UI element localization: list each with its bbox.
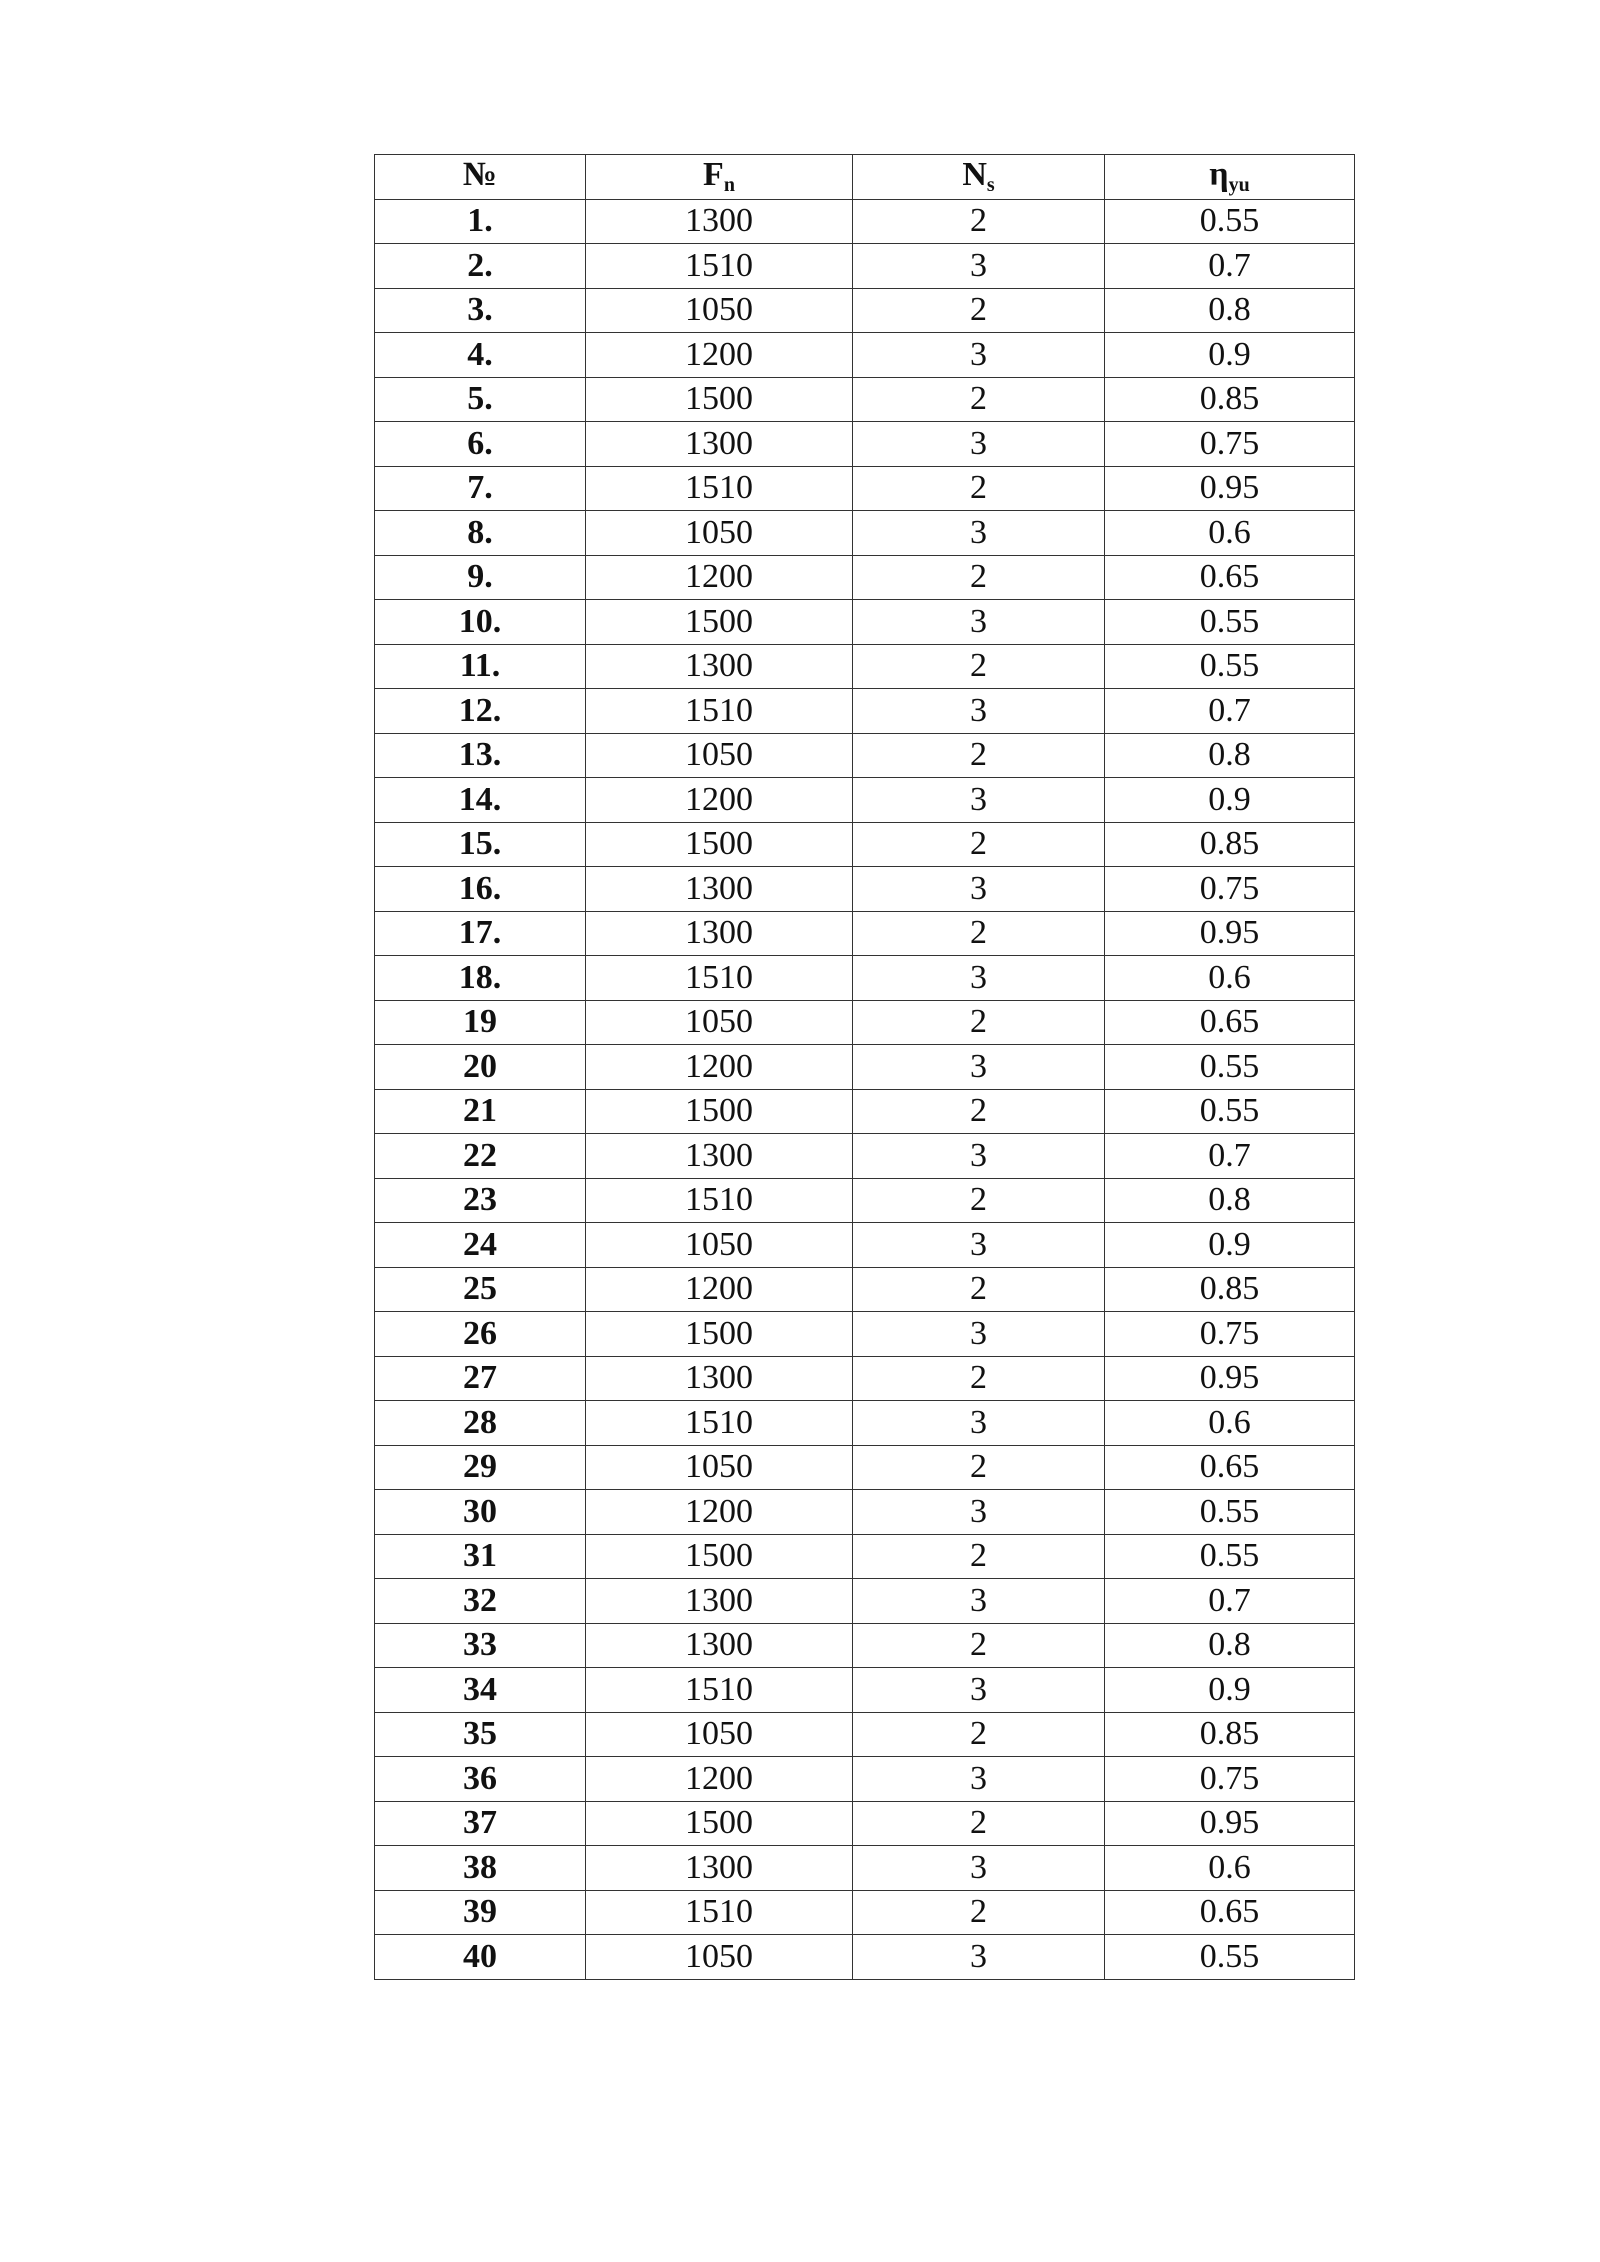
cell-number: 20 <box>375 1045 586 1090</box>
cell-force: 1300 <box>586 644 853 689</box>
cell-efficiency: 0.55 <box>1105 1045 1355 1090</box>
cell-force: 1500 <box>586 822 853 867</box>
cell-number: 25 <box>375 1267 586 1312</box>
table-row <box>375 1312 1355 1357</box>
table-row <box>375 1846 1355 1891</box>
cell-efficiency: 0.95 <box>1105 1356 1355 1401</box>
cell-efficiency: 0.7 <box>1105 1134 1355 1179</box>
cell-count: 2 <box>853 1712 1105 1757</box>
cell-number: 27 <box>375 1356 586 1401</box>
cell-force: 1500 <box>586 600 853 645</box>
table-row <box>375 1579 1355 1624</box>
cell-number: 30 <box>375 1490 586 1535</box>
cell-count: 3 <box>853 1846 1105 1891</box>
cell-number: 34 <box>375 1668 586 1713</box>
cell-efficiency: 0.9 <box>1105 333 1355 378</box>
cell-count: 2 <box>853 199 1105 244</box>
cell-force: 1200 <box>586 1757 853 1802</box>
cell-force: 1500 <box>586 1534 853 1579</box>
cell-force: 1050 <box>586 1000 853 1045</box>
cell-number: 5. <box>375 377 586 422</box>
cell-force: 1500 <box>586 1089 853 1134</box>
cell-number: 8. <box>375 511 586 556</box>
cell-efficiency: 0.9 <box>1105 1668 1355 1713</box>
cell-efficiency: 0.55 <box>1105 1089 1355 1134</box>
cell-number: 2. <box>375 244 586 289</box>
table-row <box>375 1935 1355 1980</box>
cell-efficiency: 0.75 <box>1105 1757 1355 1802</box>
cell-efficiency: 0.95 <box>1105 911 1355 956</box>
cell-number: 16. <box>375 867 586 912</box>
cell-count: 3 <box>853 867 1105 912</box>
table-row <box>375 1757 1355 1802</box>
cell-efficiency: 0.95 <box>1105 1801 1355 1846</box>
cell-force: 1050 <box>586 1712 853 1757</box>
table-row <box>375 199 1355 244</box>
cell-efficiency: 0.55 <box>1105 1534 1355 1579</box>
cell-count: 3 <box>853 689 1105 734</box>
cell-efficiency: 0.65 <box>1105 555 1355 600</box>
table-row <box>375 1445 1355 1490</box>
cell-efficiency: 0.65 <box>1105 1890 1355 1935</box>
cell-number: 11. <box>375 644 586 689</box>
table-row <box>375 377 1355 422</box>
cell-force: 1300 <box>586 1579 853 1624</box>
cell-number: 37 <box>375 1801 586 1846</box>
cell-count: 2 <box>853 466 1105 511</box>
cell-force: 1300 <box>586 1846 853 1891</box>
table-row <box>375 422 1355 467</box>
table-row <box>375 1223 1355 1268</box>
table-row <box>375 1801 1355 1846</box>
cell-number: 31 <box>375 1534 586 1579</box>
cell-count: 3 <box>853 333 1105 378</box>
table-row <box>375 333 1355 378</box>
cell-force: 1500 <box>586 377 853 422</box>
table-row <box>375 244 1355 289</box>
table-row <box>375 822 1355 867</box>
cell-efficiency: 0.7 <box>1105 244 1355 289</box>
cell-count: 3 <box>853 778 1105 823</box>
cell-count: 2 <box>853 1178 1105 1223</box>
cell-number: 26 <box>375 1312 586 1357</box>
cell-number: 1. <box>375 199 586 244</box>
table-row <box>375 867 1355 912</box>
table-row <box>375 555 1355 600</box>
cell-count: 3 <box>853 1668 1105 1713</box>
table-row <box>375 689 1355 734</box>
cell-efficiency: 0.65 <box>1105 1445 1355 1490</box>
cell-force: 1510 <box>586 689 853 734</box>
table-header <box>375 155 1355 200</box>
cell-number: 12. <box>375 689 586 734</box>
table-row <box>375 1490 1355 1535</box>
table-row <box>375 288 1355 333</box>
cell-number: 21 <box>375 1089 586 1134</box>
table-row <box>375 1267 1355 1312</box>
cell-efficiency: 0.85 <box>1105 1267 1355 1312</box>
cell-number: 35 <box>375 1712 586 1757</box>
cell-number: 22 <box>375 1134 586 1179</box>
cell-force: 1510 <box>586 1890 853 1935</box>
cell-efficiency: 0.6 <box>1105 511 1355 556</box>
table-row <box>375 1712 1355 1757</box>
table-row <box>375 911 1355 956</box>
cell-efficiency: 0.85 <box>1105 1712 1355 1757</box>
cell-count: 3 <box>853 511 1105 556</box>
cell-number: 3. <box>375 288 586 333</box>
cell-count: 3 <box>853 1490 1105 1535</box>
cell-number: 6. <box>375 422 586 467</box>
header-row <box>375 155 1355 200</box>
table-row <box>375 600 1355 645</box>
table-row <box>375 644 1355 689</box>
cell-count: 3 <box>853 1045 1105 1090</box>
cell-force: 1300 <box>586 1134 853 1179</box>
cell-count: 2 <box>853 1890 1105 1935</box>
cell-efficiency: 0.9 <box>1105 778 1355 823</box>
cell-force: 1510 <box>586 1401 853 1446</box>
cell-count: 2 <box>853 1089 1105 1134</box>
cell-count: 3 <box>853 600 1105 645</box>
cell-force: 1200 <box>586 778 853 823</box>
cell-number: 29 <box>375 1445 586 1490</box>
table-row <box>375 956 1355 1001</box>
table-row <box>375 466 1355 511</box>
table-body <box>375 199 1355 1979</box>
cell-force: 1200 <box>586 555 853 600</box>
cell-force: 1510 <box>586 466 853 511</box>
cell-force: 1200 <box>586 1490 853 1535</box>
header-count: $N_s$ <box>853 155 1105 200</box>
cell-count: 3 <box>853 1312 1105 1357</box>
cell-force: 1050 <box>586 1935 853 1980</box>
cell-efficiency: 0.85 <box>1105 377 1355 422</box>
cell-force: 1500 <box>586 1312 853 1357</box>
cell-force: 1500 <box>586 1801 853 1846</box>
cell-force: 1300 <box>586 911 853 956</box>
cell-number: 13. <box>375 733 586 778</box>
cell-count: 2 <box>853 822 1105 867</box>
table-row <box>375 1668 1355 1713</box>
cell-efficiency: 0.6 <box>1105 1401 1355 1446</box>
table-row <box>375 1134 1355 1179</box>
cell-force: 1300 <box>586 867 853 912</box>
cell-force: 1050 <box>586 733 853 778</box>
cell-force: 1510 <box>586 956 853 1001</box>
cell-number: 32 <box>375 1579 586 1624</box>
cell-count: 3 <box>853 422 1105 467</box>
cell-number: 9. <box>375 555 586 600</box>
cell-efficiency: 0.8 <box>1105 733 1355 778</box>
table-row <box>375 1534 1355 1579</box>
cell-count: 2 <box>853 1000 1105 1045</box>
cell-force: 1300 <box>586 1623 853 1668</box>
cell-force: 1050 <box>586 511 853 556</box>
cell-efficiency: 0.55 <box>1105 600 1355 645</box>
cell-force: 1510 <box>586 1668 853 1713</box>
cell-efficiency: 0.8 <box>1105 1623 1355 1668</box>
cell-efficiency: 0.8 <box>1105 288 1355 333</box>
cell-count: 2 <box>853 1801 1105 1846</box>
cell-number: 17. <box>375 911 586 956</box>
cell-number: 24 <box>375 1223 586 1268</box>
table-row <box>375 1623 1355 1668</box>
header-number: № <box>375 155 586 200</box>
cell-count: 3 <box>853 1223 1105 1268</box>
cell-number: 39 <box>375 1890 586 1935</box>
cell-number: 28 <box>375 1401 586 1446</box>
cell-efficiency: 0.6 <box>1105 1846 1355 1891</box>
cell-count: 2 <box>853 911 1105 956</box>
cell-efficiency: 0.6 <box>1105 956 1355 1001</box>
cell-count: 2 <box>853 555 1105 600</box>
cell-number: 23 <box>375 1178 586 1223</box>
cell-number: 33 <box>375 1623 586 1668</box>
cell-efficiency: 0.55 <box>1105 644 1355 689</box>
cell-efficiency: 0.9 <box>1105 1223 1355 1268</box>
table-row <box>375 511 1355 556</box>
cell-number: 4. <box>375 333 586 378</box>
cell-force: 1510 <box>586 1178 853 1223</box>
cell-efficiency: 0.75 <box>1105 867 1355 912</box>
cell-force: 1050 <box>586 1445 853 1490</box>
cell-efficiency: 0.95 <box>1105 466 1355 511</box>
cell-number: 36 <box>375 1757 586 1802</box>
cell-force: 1200 <box>586 1267 853 1312</box>
cell-number: 15. <box>375 822 586 867</box>
cell-number: 10. <box>375 600 586 645</box>
cell-number: 40 <box>375 1935 586 1980</box>
table-row <box>375 1356 1355 1401</box>
header-efficiency: $\eta_{yu}$ <box>1105 155 1355 200</box>
table-row <box>375 1000 1355 1045</box>
cell-efficiency: 0.55 <box>1105 1490 1355 1535</box>
cell-count: 2 <box>853 1356 1105 1401</box>
cell-efficiency: 0.7 <box>1105 689 1355 734</box>
cell-efficiency: 0.7 <box>1105 1579 1355 1624</box>
cell-force: 1300 <box>586 422 853 467</box>
cell-count: 3 <box>853 1935 1105 1980</box>
cell-count: 2 <box>853 733 1105 778</box>
cell-force: 1300 <box>586 1356 853 1401</box>
cell-count: 2 <box>853 377 1105 422</box>
cell-count: 3 <box>853 244 1105 289</box>
data-table <box>374 154 1355 1980</box>
cell-number: 38 <box>375 1846 586 1891</box>
cell-number: 14. <box>375 778 586 823</box>
cell-force: 1050 <box>586 288 853 333</box>
table-row <box>375 1089 1355 1134</box>
cell-efficiency: 0.8 <box>1105 1178 1355 1223</box>
table-row <box>375 778 1355 823</box>
header-force: $F_n$ <box>586 155 853 200</box>
cell-count: 2 <box>853 644 1105 689</box>
cell-count: 3 <box>853 1579 1105 1624</box>
cell-count: 2 <box>853 1623 1105 1668</box>
cell-number: 19 <box>375 1000 586 1045</box>
table-row <box>375 1045 1355 1090</box>
cell-efficiency: 0.55 <box>1105 1935 1355 1980</box>
cell-efficiency: 0.75 <box>1105 1312 1355 1357</box>
cell-count: 2 <box>853 288 1105 333</box>
cell-count: 3 <box>853 1401 1105 1446</box>
cell-number: 18. <box>375 956 586 1001</box>
cell-count: 3 <box>853 956 1105 1001</box>
cell-force: 1510 <box>586 244 853 289</box>
cell-count: 3 <box>853 1757 1105 1802</box>
table-row <box>375 1401 1355 1446</box>
table-row <box>375 1890 1355 1935</box>
cell-number: 7. <box>375 466 586 511</box>
cell-force: 1200 <box>586 333 853 378</box>
cell-count: 2 <box>853 1534 1105 1579</box>
cell-force: 1200 <box>586 1045 853 1090</box>
cell-efficiency: 0.55 <box>1105 199 1355 244</box>
table-row <box>375 1178 1355 1223</box>
cell-efficiency: 0.85 <box>1105 822 1355 867</box>
cell-count: 2 <box>853 1267 1105 1312</box>
cell-force: 1300 <box>586 199 853 244</box>
cell-efficiency: 0.65 <box>1105 1000 1355 1045</box>
cell-count: 3 <box>853 1134 1105 1179</box>
cell-count: 2 <box>853 1445 1105 1490</box>
table-row <box>375 733 1355 778</box>
cell-efficiency: 0.75 <box>1105 422 1355 467</box>
cell-force: 1050 <box>586 1223 853 1268</box>
